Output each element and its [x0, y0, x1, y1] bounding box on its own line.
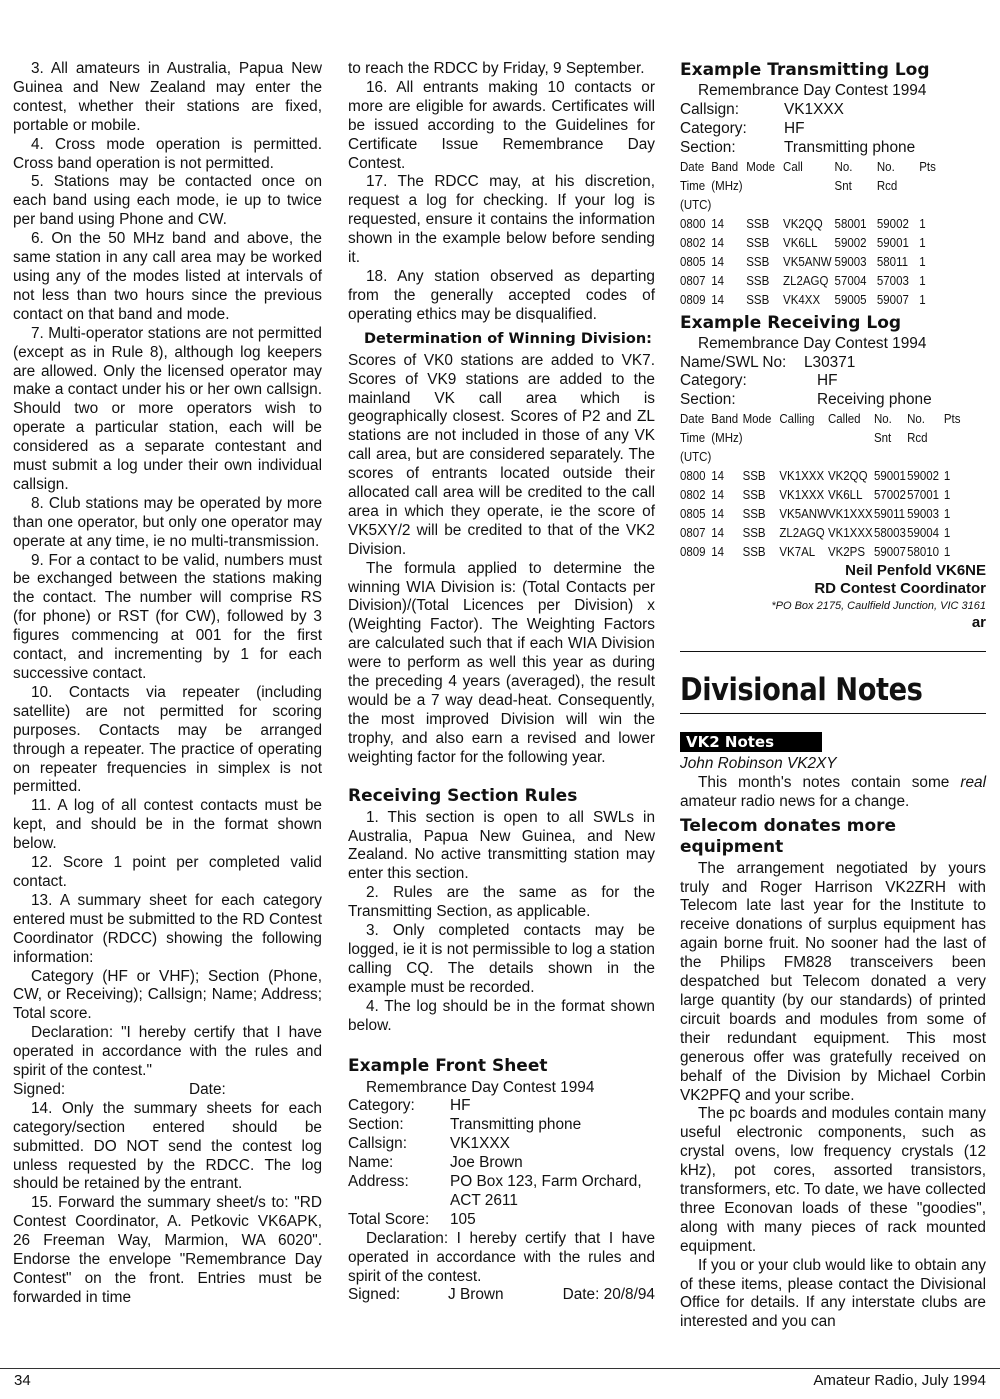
front-sheet-contest: Remembrance Day Contest 1994	[366, 1078, 595, 1096]
rx-log-cell: VK1XXX	[779, 469, 825, 484]
col-head: Mode	[742, 412, 772, 427]
rx-log-cell: VK5ANW	[779, 507, 828, 522]
rx-log-cell: VK2QQ	[827, 469, 868, 484]
tx-log-cell: 1	[919, 273, 926, 288]
footer-rule	[0, 1368, 1000, 1369]
address-value: PO Box 123, Farm Orchard, ACT 2611	[450, 1173, 642, 1209]
front-sheet-category	[348, 1097, 655, 1116]
rule-18: 18. Any station observed as departing from the generally accepted codes of operating ethics may be disqualified.	[348, 267, 655, 323]
rx-log-cell: 14	[711, 526, 725, 541]
tx-log-heading: Example Transmitting Log	[680, 60, 930, 80]
tx-log-cell: 59002	[876, 216, 909, 231]
tx-log-cell: 0802	[680, 235, 706, 250]
rx-log-contest: Remembrance Day Contest 1994	[698, 334, 927, 352]
end-mark: ar	[971, 614, 986, 632]
intro-text: amateur radio news for a change.	[680, 792, 910, 810]
rx-log-cell: 1	[943, 507, 951, 522]
rx-log-cell: 0802	[680, 488, 706, 503]
rx-log-cell: 1	[943, 488, 951, 503]
rx-log-section	[680, 391, 986, 410]
signed-date-line	[13, 1081, 322, 1100]
front-sheet-signed	[348, 1286, 655, 1305]
section-label: Section:	[680, 138, 736, 156]
col-head: (MHz)	[711, 431, 743, 446]
col-head: (UTC)	[680, 197, 712, 212]
rx-log-cell: 1	[943, 526, 951, 541]
receiving-rule-2: 2. Rules are the same as for the Transmitting Section, as applicable.	[348, 884, 655, 921]
tx-log-header-row	[680, 158, 956, 177]
telecom-paragraph-2: The pc boards and modules contain many useful electronic components, such as crystal ovens, low frequency crystals (12 kHz), pot cores, assorted transistors, transformers, etc. To date, we have collected three Econovan loads of these "goodies", along with many pieces of rack mounted equipment.	[680, 1105, 986, 1255]
rx-log-row	[680, 524, 973, 543]
col-head: Call	[783, 159, 803, 174]
rx-log-cell: VK2PS	[827, 545, 866, 560]
vk2-notes-author: John Robinson VK2XY	[680, 754, 837, 772]
rx-log-cell: SSB	[742, 507, 766, 522]
col-head: Called	[827, 412, 861, 427]
tx-log-row	[680, 234, 956, 253]
tx-log-row	[680, 215, 956, 234]
tx-log-cell: VK2QQ	[783, 216, 823, 231]
rule-11: 11. A log of all contest contacts must be kept, and should be in the format shown below.	[13, 797, 322, 853]
rx-log-cell: 14	[711, 507, 725, 522]
col-head: Rcd	[876, 178, 898, 193]
tx-log-callsign	[680, 101, 986, 120]
section-value: Receiving phone	[817, 391, 932, 409]
rx-log-heading: Example Receiving Log	[680, 312, 902, 333]
section-label: Section:	[680, 391, 736, 409]
rule-12: 12. Score 1 point per completed valid contact.	[13, 854, 322, 890]
col-head: (MHz)	[711, 178, 743, 193]
intro-emphasis: real	[960, 773, 986, 791]
publication-info: Amateur Radio, July 1994	[813, 1372, 986, 1389]
tx-log-cell: 14	[711, 254, 725, 269]
rx-log-cell: 0805	[680, 507, 706, 522]
rx-log-cell: 1	[943, 469, 951, 484]
rx-log-cell: 0807	[680, 526, 706, 541]
rx-log-rows	[680, 467, 973, 562]
rx-log-cell: VK1XXX	[779, 488, 825, 503]
col-head: Time	[680, 178, 706, 193]
tx-log	[680, 82, 986, 310]
signed-label: Signed:	[348, 1286, 401, 1304]
signoff-name: Neil Penfold VK6NE	[845, 562, 986, 580]
col-head: Snt	[834, 178, 852, 193]
col-head: Band	[711, 412, 739, 427]
col-head: Snt	[873, 431, 892, 446]
col-head: Mode	[746, 159, 776, 174]
rx-log-cell: ZL2AGQ	[779, 526, 825, 541]
tx-log-cell: 14	[711, 273, 725, 288]
rx-log-cell: 0800	[680, 469, 706, 484]
tx-log-contest: Remembrance Day Contest 1994	[698, 82, 927, 99]
tx-log-category	[680, 120, 986, 139]
col-head: Pts	[943, 412, 961, 427]
receiving-rules-heading: Receiving Section Rules	[348, 785, 578, 806]
category-label: Category:	[348, 1097, 415, 1115]
tx-log-cell: 14	[711, 235, 725, 250]
callsign-label: Callsign:	[680, 100, 740, 118]
telecom-paragraph-3: If you or your club would like to obtain any of these items, please contact the Divisional Office for details. If any interstate clubs are interested and you can	[680, 1256, 986, 1331]
tx-log-cell: 14	[711, 216, 725, 231]
vk2-notes-intro	[680, 774, 986, 812]
rx-log-cell: 14	[711, 488, 725, 503]
tx-log-row	[680, 253, 956, 272]
winning-division-heading: Determination of Winning Division:	[364, 330, 652, 347]
col-head: No.	[876, 159, 895, 174]
rule-6: 6. On the 50 MHz band and above, the same station in any call area may be worked using any of the modes listed at intervals of not less than two hours since the previous contact on that band and mode.	[13, 230, 322, 323]
total-label: Total Score:	[348, 1210, 430, 1228]
rx-log-cell: 58003	[873, 526, 906, 541]
tx-log-cell: 57003	[876, 273, 909, 288]
col-head: Pts	[919, 159, 936, 174]
address-label: Address:	[348, 1173, 409, 1191]
tx-log-cell: 1	[919, 254, 926, 269]
tx-log-row	[680, 291, 956, 310]
tx-log-cell: 0809	[680, 292, 706, 307]
receiving-rule-1: 1. This section is open to all SWLs in Australia, Papua New Guinea, and New Zealand. No active transmitting station may enter this section.	[348, 808, 655, 883]
rule-4: 4. Cross mode operation is permitted. Cross band operation is not permitted.	[13, 135, 322, 172]
tx-log-cell: VK5ANW	[783, 254, 832, 269]
tx-log-cell: 1	[919, 292, 926, 307]
section-value: Transmitting phone	[450, 1116, 582, 1134]
front-sheet-total	[348, 1211, 655, 1230]
front-sheet-address	[348, 1173, 655, 1211]
vk2-notes-banner: VK2 Notes	[680, 732, 822, 752]
rx-log-cell: 59003	[907, 507, 940, 522]
col-head: No.	[907, 412, 925, 427]
rx-log-cell: 0809	[680, 545, 706, 560]
rx-log-cell: VK6LL	[827, 488, 863, 503]
category-value: HF	[450, 1097, 471, 1115]
column-2	[348, 60, 655, 1305]
tx-log-cell: SSB	[746, 216, 770, 231]
rx-log-cell: SSB	[742, 469, 766, 484]
tx-log-row	[680, 272, 956, 291]
rule-15: 15. Forward the summary sheet/s to: "RD Contest Coordinator, A. Petkovic VK6APK, 26 Freeman Way, Marmion, WA 6020". Endorse the envelope "Remembrance Day Contest" on the front. Entries must be forwarded in time	[13, 1194, 322, 1306]
tx-log-cell: SSB	[746, 254, 770, 269]
rx-log-cell: 1	[943, 545, 951, 560]
rx-log-cell: 57001	[907, 488, 940, 503]
date-label: Date:	[189, 1080, 226, 1098]
rx-log-cell: 59007	[873, 545, 906, 560]
rule-16: 16. All entrants making 10 contacts or more are eligible for awards. Certificates will be issued according to the Guidelines for Certificate Issue Remembrance Day Contest.	[348, 78, 655, 172]
tx-log-cell: ZL2AGQ	[783, 273, 829, 288]
rule-17: 17. The RDCC may, at his discretion, request a log for checking. If your log is requested, ensure it contains the information shown in the example below before sending it.	[348, 173, 655, 267]
col-head: No.	[873, 412, 892, 427]
name-label: Name:	[348, 1154, 394, 1172]
tx-log-cell: 1	[919, 235, 926, 250]
category-label: Category:	[680, 372, 747, 390]
rx-log-header-row	[680, 429, 973, 448]
rule-7: 7. Multi-operator stations are not permitted (except as in Rule 8), although log keepers are allowed. Only the licensed operator may make a contact under his or her own callsign. Should two or more operators wish to operate a particular station, each will be considered as a separate contestant and must submit a log under their own individual callsign.	[13, 324, 322, 493]
front-sheet-section	[348, 1116, 655, 1135]
rule-13: 13. A summary sheet for each category entered must be submitted to the RD Contest Coordinator (RDCC) showing the following information:	[13, 891, 322, 966]
intro-text: This month's notes contain some	[698, 773, 961, 791]
category-label: Category:	[680, 119, 747, 137]
page-number: 34	[14, 1372, 31, 1389]
col-head: Rcd	[907, 431, 928, 446]
rule-8: 8. Club stations may be operated by more than one operator, but only one operator may operate at any time, ie no multi-transmission.	[13, 494, 322, 550]
tx-log-cell: SSB	[746, 273, 770, 288]
rule-15-continued: to reach the RDCC by Friday, 9 September.	[348, 60, 645, 77]
tx-log-table	[680, 158, 956, 310]
rule-3: 3. All amateurs in Australia, Papua New Guinea and New Zealand may enter the contest, whether their stations are fixed, portable or mobile.	[13, 60, 322, 134]
tx-log-cell: VK4XX	[783, 292, 821, 307]
front-sheet-heading: Example Front Sheet	[348, 1055, 548, 1076]
name-label: Name/SWL No:	[680, 353, 787, 371]
tx-log-cell: 0800	[680, 216, 706, 231]
front-sheet-name	[348, 1154, 655, 1173]
name-value: Joe Brown	[450, 1154, 523, 1172]
rx-log-header-row	[680, 448, 973, 467]
col-head: Time	[680, 431, 706, 446]
rx-log-category	[680, 372, 986, 391]
rx-log-cell: 58010	[907, 545, 940, 560]
rx-log-name	[680, 354, 986, 373]
tx-log-cell: 0805	[680, 254, 706, 269]
rx-log-row	[680, 467, 973, 486]
rx-log-cell: VK1XXX	[827, 507, 873, 522]
front-sheet-callsign	[348, 1135, 655, 1154]
rx-log-row	[680, 543, 973, 562]
signed-value: J Brown	[448, 1286, 504, 1304]
rx-log-cell: 59002	[907, 469, 940, 484]
category-value: HF	[817, 372, 838, 390]
section-value: Transmitting phone	[784, 138, 916, 156]
tx-log-cell: 14	[711, 292, 725, 307]
rule-9: 9. For a contact to be valid, numbers must be exchanged between the stations making the contact. The number will comprise RS (for phone) or RST (for CW), followed by 3 figures commencing at 001 for the first contact, and incrementing by 1 for each successive contact.	[13, 551, 322, 682]
front-sheet	[348, 1079, 655, 1306]
tx-log-section	[680, 139, 986, 158]
tx-log-cell: VK6LL	[783, 235, 818, 250]
title-underline	[680, 713, 986, 714]
telecom-paragraph-1: The arrangement negotiated by yours truly and Roger Harrison VK2ZRH with Telecom late last year for the Institute to receive donations of surplus equipment has again borne fruit. No sooner had the last of the Philips FM828 transceivers been despatched but Telecom donated a very large quantity (by our standards) of printed circuit boards and modules from some of their redundant equipment. This most generous offer was gratefully received on behalf of the Division by Michael Corbin VK2PFQ and your scribe.	[680, 859, 986, 1104]
rx-log-cell: 59001	[873, 469, 906, 484]
front-sheet-declaration: Declaration: I hereby certify that I have operated in accordance with the rules and spirit of the contest.	[348, 1229, 655, 1285]
tx-log-cell: 57004	[834, 273, 867, 288]
receiving-rule-3: 3. Only completed contacts may be logged, ie it is not permissible to log a station calling CQ. The details shown in the example must be recorded.	[348, 922, 655, 996]
tx-log-cell: 58001	[834, 216, 867, 231]
rx-log-cell: SSB	[742, 488, 766, 503]
rule-14: 14. Only the summary sheets for each category/section entered should be submitted. DO NOT send the contest log unless requested by the RDCC. The log should be retained by the entrant.	[13, 1099, 322, 1193]
rule-10: 10. Contacts via repeater (including satellite) are not permitted for scoring purposes. Contacts may be arranged through a repeater. The practice of operating on repeater frequencies in simplex is not permitted.	[13, 683, 322, 796]
vk2-notes	[680, 732, 986, 1332]
rx-log-cell: 14	[711, 469, 725, 484]
rx-log-row	[680, 486, 973, 505]
tx-log-cell: 59005	[834, 292, 867, 307]
tx-log-cell: SSB	[746, 292, 770, 307]
category-value: HF	[784, 119, 805, 137]
tx-log-cell: 58011	[876, 254, 909, 269]
signed-label: Signed:	[13, 1080, 66, 1098]
column-3	[680, 60, 986, 631]
tx-log-header-row	[680, 177, 956, 196]
rx-log-cell: 57002	[873, 488, 906, 503]
rx-log-cell: 59011	[873, 507, 906, 522]
col-head: Band	[711, 159, 739, 174]
tx-log-cell: 1	[919, 216, 926, 231]
rule-13-info: Category (HF or VHF); Section (Phone, CW, or Receiving); Callsign; Name; Address; Total score.	[13, 967, 322, 1023]
col-head: Calling	[779, 412, 815, 427]
tx-log-cell: 59003	[834, 254, 867, 269]
rx-log	[680, 335, 986, 563]
signoff-address: *PO Box 2175, Caulfield Junction, VIC 3161	[771, 600, 986, 613]
rx-log-row	[680, 505, 973, 524]
date-value: Date: 20/8/94	[562, 1286, 655, 1304]
tx-log-cell: 59001	[876, 235, 909, 250]
rule-5: 5. Stations may be contacted once on each band using each mode, ie up to twice per band using Phone and CW.	[13, 173, 322, 229]
rx-log-cell: VK7AL	[779, 545, 816, 560]
col-head: Date	[680, 412, 705, 427]
section-divider	[680, 651, 986, 652]
rx-log-header-row	[680, 410, 973, 429]
rule-13-declaration: Declaration: "I hereby certify that I have operated in accordance with the rules and spirit of the contest."	[13, 1024, 322, 1080]
receiving-rule-4: 4. The log should be in the format shown below.	[348, 997, 655, 1034]
col-head: Date	[680, 159, 705, 174]
rx-log-cell: 14	[711, 545, 725, 560]
callsign-value: VK1XXX	[450, 1135, 510, 1153]
tx-log-cell: 59002	[834, 235, 867, 250]
tx-log-header-row	[680, 196, 956, 215]
divisional-notes-title: Divisional Notes	[680, 672, 923, 708]
name-value: L30371	[804, 353, 856, 371]
signoff-title: RD Contest Coordinator	[814, 580, 986, 598]
tx-log-rows	[680, 215, 956, 310]
callsign-value: VK1XXX	[784, 100, 844, 118]
rx-log-cell: VK1XXX	[827, 526, 873, 541]
total-value: 105	[450, 1210, 476, 1228]
winning-division-text: Scores of VK0 stations are added to VK7. Scores of VK9 stations are added to the mainland VK call area which is geographically closest. Scores of P2 and ZL stations are not included in those of any VK call area, but are considered separately. The scores of entrants located outside their allocated call area will be credited to the call area in which they operate, ie the score of VK5XY/2 will be credited to that of the VK2 Division.	[348, 351, 655, 558]
tx-log-cell: SSB	[746, 235, 770, 250]
telecom-heading: Telecom donates more equipment	[680, 815, 897, 857]
col-head: (UTC)	[680, 450, 712, 465]
tx-log-cell: 0807	[680, 273, 706, 288]
section-label: Section:	[348, 1116, 404, 1134]
rx-log-cell: 59004	[907, 526, 940, 541]
rx-log-cell: SSB	[742, 526, 766, 541]
column-1	[13, 60, 322, 1308]
col-head: No.	[834, 159, 853, 174]
callsign-label: Callsign:	[348, 1135, 408, 1153]
rx-log-cell: SSB	[742, 545, 766, 560]
rx-log-table	[680, 410, 973, 562]
tx-log-cell: 59007	[876, 292, 909, 307]
winning-formula-text: The formula applied to determine the winning WIA Division is: (Total Contacts per Division)/(Total Licences per Division) x (Weighting Factor). The Weighting Factors are calculated such that if each WIA Division were to perform as well this year as during the preceding 4 years (averaged), the result would be a 7 way dead-heat. Consequently, the most improved Division will win the trophy, and also earn a revised and lower weighting factor for the following year.	[348, 559, 655, 766]
